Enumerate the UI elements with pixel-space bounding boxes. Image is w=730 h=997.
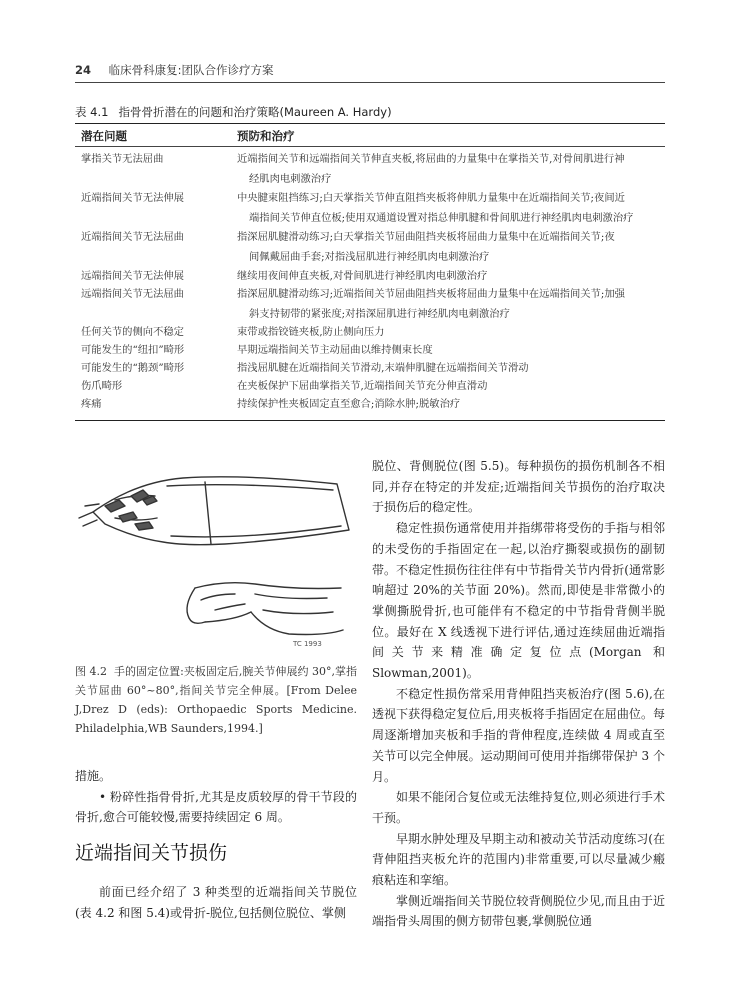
- problem-cell: 掌指关节无法屈曲: [81, 153, 164, 165]
- problem-cell: 远端指间关节无法屈曲: [81, 288, 184, 300]
- paragraph: 措施。: [75, 769, 112, 783]
- figure-hand-splint: [75, 460, 355, 660]
- treatment-line: 经肌肉电刺激治疗: [249, 172, 332, 185]
- page-number: 24: [75, 63, 92, 77]
- figure-caption: [75, 662, 357, 738]
- treatment-cell: [237, 189, 665, 228]
- table-title: 指骨骨折潜在的问题和治疗策略(Maureen A. Hardy): [118, 105, 392, 119]
- treatment-line: 束带或指铰链夹板,防止侧向压力: [237, 326, 385, 338]
- problem-cell: 任何关节的侧向不稳定: [81, 326, 184, 338]
- paragraph: 不稳定性损伤常采用背伸阻挡夹板治疗(图 5.6),在透视下获得稳定复位后,用夹板将手指固定在屈曲位。每周逐渐增加夹板和手指的背伸程度,连续做 4 周或直至关节可以完全伸展。运动期间可使用并指绑带保护 3 个月。: [372, 686, 665, 784]
- treatment-cell: [237, 285, 665, 324]
- treatment-line: 持续保护性夹板固定直至愈合;消除水肿;脱敏治疗: [237, 398, 461, 410]
- treatment-cell: [237, 395, 665, 415]
- hand-splint-illustration: [75, 460, 355, 660]
- treatment-line: 指浅屈肌腱在近端指间关节滑动,末端伸肌腱在远端指间关节滑动: [237, 362, 529, 374]
- treatment-line: 在夹板保护下屈曲掌指关节,近端指间关节充分伸直滑动: [237, 380, 488, 392]
- treatment-cell: [237, 341, 665, 361]
- table-header-rule: [75, 146, 665, 147]
- treatment-cell: [237, 359, 665, 379]
- section-heading: 近端指间关节损伤: [75, 842, 228, 864]
- table-bottom-rule: [75, 420, 665, 421]
- treatment-line: 指深屈肌腱滑动练习;白天掌指关节屈曲阻挡夹板将屈曲力量集中在近端指间关节;夜: [237, 231, 615, 243]
- problem-cell: 近端指间关节无法伸展: [81, 192, 184, 204]
- figure-number: 图 4.2: [75, 665, 108, 678]
- treatment-cell: [237, 267, 665, 287]
- paragraph: 前面已经介绍了 3 种类型的近端指间关节脱位(表 4.2 和图 5.4)或骨折-脱位,包括侧位脱位、掌侧: [75, 885, 357, 920]
- treatment-cell: [237, 323, 665, 343]
- paragraph: 如果不能闭合复位或无法维持复位,则必须进行手术干预。: [372, 790, 665, 825]
- left-column-text: [75, 766, 357, 828]
- paragraph: 掌侧近端指间关节脱位较背侧脱位少见,而且由于近端指骨头周围的侧方韧带包裹,掌侧脱位通: [372, 893, 665, 929]
- right-column-text: [372, 456, 665, 932]
- bullet-paragraph: • 粉碎性指骨骨折,尤其是皮质较厚的骨干节段的骨折,愈合可能较慢,需要持续固定 6 周。: [75, 789, 357, 825]
- problem-cell: 可能发生的“鹅颈”畸形: [81, 362, 185, 374]
- treatment-cell: [237, 150, 665, 189]
- problem-cell: 伤爪畸形: [81, 380, 123, 392]
- problem-cell: 近端指间关节无法屈曲: [81, 231, 184, 243]
- treatment-line: 指深屈肌腱滑动练习;近端指间关节屈曲阻挡夹板将屈曲力量集中在远端指间关节;加强: [237, 288, 625, 300]
- running-header: [75, 62, 665, 78]
- treatment-line: 继续用夜间伸直夹板,对骨间肌进行神经肌肉电刺激治疗: [237, 270, 488, 282]
- treatment-line: 斜支持韧带的紧张度;对指深屈肌进行神经肌肉电刺激治疗: [249, 307, 510, 320]
- problem-cell: 远端指间关节无法伸展: [81, 270, 184, 282]
- problem-cell: 疼痛: [81, 398, 102, 410]
- treatment-line: 端指间关节伸直位板;使用双通道设置对指总伸肌腱和骨间肌进行神经肌肉电刺激治疗: [249, 211, 634, 224]
- treatment-cell: [237, 228, 665, 267]
- illustrator-signature: TC 1993: [293, 640, 322, 648]
- problem-cell: 可能发生的“纽扣”畸形: [81, 344, 185, 356]
- paragraph: 早期水肿处理及早期主动和被动关节活动度练习(在背伸阻挡夹板允许的范围内)非常重要,可以尽量减少瘢痕粘连和挛缩。: [372, 831, 665, 888]
- treatment-line: 早期远端指间关节主动屈曲以维持侧束长度: [237, 344, 433, 356]
- header-rule: [75, 82, 665, 83]
- treatment-line: 近端指间关节和远端指间关节伸直夹板,将屈曲的力量集中在掌指关节,对骨间肌进行神: [237, 153, 625, 165]
- treatment-cell: [237, 377, 665, 397]
- treatment-line: 中央腱束阻挡练习;白天掌指关节伸直阻挡夹板将伸肌力量集中在近端指间关节;夜间近: [237, 192, 625, 204]
- table-caption: [75, 104, 392, 120]
- left-column-text-2: [75, 882, 357, 923]
- table-header-treatment: 预防和治疗: [237, 129, 295, 143]
- paragraph: 脱位、背侧脱位(图 5.5)。每种损伤的损伤机制各不相同,并存在特定的并发症;近端指间关节损伤的治疗取决于损伤后的稳定性。: [372, 459, 665, 515]
- book-title: 临床骨科康复:团队合作诊疗方案: [108, 63, 274, 77]
- paragraph: 稳定性损伤通常使用并指绑带将受伤的手指与相邻的未受伤的手指固定在一起,以治疗撕裂或损伤的副韧带。不稳定性损伤往往伴有中节指骨关节内骨折(通常影响超过 20%的关节面 20%)。然而,即使是非常微小的掌侧撕脱骨折,也可能伴有不稳定的中节指骨背侧半脱位。最好在 X 线透视下进行评估,通过连续屈曲近端指间关节来精准确定复位点(Morgan 和 Slowman,2001)。: [372, 521, 665, 681]
- figure-caption-text: 手的固定位置:夹板固定后,腕关节伸展约 30°,掌指关节屈曲 60°~80°,指间关节完全伸展。[From Delee J,Drez D (eds): Orthopaedic Sports Medicine. Philadelphia,WB Saunders,1994.]: [75, 665, 357, 735]
- treatment-line: 间佩戴屈曲手套;对指浅屈肌进行神经肌肉电刺激治疗: [249, 250, 490, 263]
- table-header-problem: 潜在问题: [81, 129, 127, 143]
- table-top-rule: [75, 123, 665, 124]
- table-number: 表 4.1: [75, 105, 109, 119]
